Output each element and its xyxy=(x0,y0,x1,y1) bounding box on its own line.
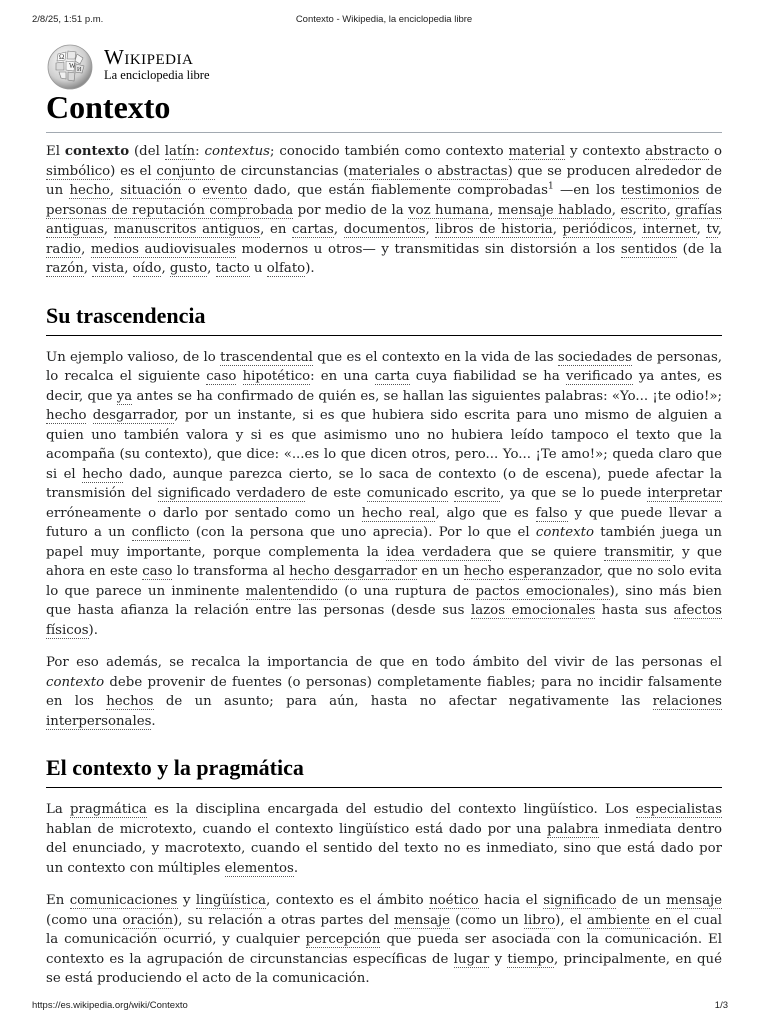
wiki-link[interactable]: hecho xyxy=(46,408,87,423)
wiki-link[interactable]: tv xyxy=(706,222,718,237)
wiki-link[interactable]: mensaje hablado xyxy=(497,202,612,218)
article-content xyxy=(46,88,722,1002)
wiki-link[interactable]: verificado xyxy=(565,369,633,384)
intro-paragraph: El contexto (del latín: contextus; conocido también como contexto material y contexto abstracto o simbólico) es el conjunto de circunstancias (materiales o abstractas) que se producen alrededor de un hecho, situación o evento dado, que están fiablemente comprobadas$^1$ —en los testimonios de personas de reputación comprobada por medio de la voz humana, mensaje hablado, escrito, grafías antiguas, manuscritos antiguos, en cartas, documentos, libros de historia, periódicos, internet, tv, radio, medios audiovisuales modernos u otros— y transmitidas sin distorsión a los sentidos (de la razón, vista, oído, gusto, tacto u olfato). xyxy=(46,144,723,276)
wiki-link[interactable]: evento xyxy=(202,183,248,198)
print-page-count: 1/3 xyxy=(714,1000,728,1011)
wiki-link[interactable]: vista xyxy=(92,261,125,276)
wiki-link[interactable]: gusto xyxy=(169,261,208,276)
wiki-link[interactable]: caso xyxy=(142,564,173,579)
wiki-link[interactable]: documentos xyxy=(343,222,426,237)
wikipedia-wordmark: Wikipedia xyxy=(104,45,194,69)
svg-text:W: W xyxy=(69,62,76,70)
print-header xyxy=(32,14,736,28)
wiki-link[interactable]: lugar xyxy=(453,951,490,967)
wiki-link[interactable]: grafías antiguas xyxy=(46,202,722,237)
wiki-link[interactable]: tiempo xyxy=(507,951,554,967)
wiki-link[interactable]: lingüística xyxy=(195,893,267,908)
wiki-link[interactable]: relaciones interpersonales xyxy=(46,694,723,729)
bold-term: contexto xyxy=(64,144,130,159)
italic-term: contexto xyxy=(46,674,105,690)
wiki-link[interactable]: percepción xyxy=(305,932,381,947)
svg-text:Ω: Ω xyxy=(59,53,65,61)
wikipedia-logo[interactable] xyxy=(44,42,344,90)
wiki-link[interactable]: manuscritos antiguos xyxy=(113,222,261,237)
wiki-link[interactable]: carta xyxy=(374,369,410,384)
wiki-link[interactable]: oído xyxy=(132,261,162,276)
paragraph: La pragmática es la disciplina encargada del estudio del contexto lingüístico. Los especialistas hablan de microtexto, cuando el contexto lingüístico está dado por una palabra inmediata dentro del enunciado, y macrotexto, cuando el sentido del texto no es inmediato, sino que está dado por un contexto con múltiples elementos. xyxy=(46,802,723,876)
wiki-link[interactable]: idea verdadera xyxy=(386,544,492,560)
svg-text:И: И xyxy=(77,67,82,73)
wiki-link[interactable]: internet xyxy=(642,222,697,237)
wiki-link[interactable]: materiales xyxy=(348,163,420,179)
wiki-link[interactable]: comunicaciones xyxy=(69,893,178,908)
wiki-link[interactable]: latín xyxy=(164,144,196,159)
wiki-link[interactable]: noético xyxy=(429,893,479,908)
wiki-link[interactable]: hipotético xyxy=(242,369,311,384)
section-heading-su-trascendencia: Su trascendencia xyxy=(46,303,722,336)
section-heading-pragmatica: El contexto y la pragmática xyxy=(46,755,722,788)
page-title: Contexto xyxy=(46,88,722,133)
wiki-link[interactable]: lazos emocionales xyxy=(471,603,596,618)
wiki-link[interactable]: especialistas xyxy=(635,802,723,817)
wiki-link[interactable]: oración xyxy=(122,912,174,928)
wiki-link[interactable]: comunicado xyxy=(366,486,449,501)
wiki-link[interactable]: afectos físicos xyxy=(46,603,722,638)
wiki-link[interactable]: mensaje xyxy=(394,912,451,928)
wiki-link[interactable]: interpretar xyxy=(647,486,723,501)
wiki-link[interactable]: simbólico xyxy=(46,163,111,179)
wiki-link[interactable]: abstracto xyxy=(645,144,710,159)
wiki-link[interactable]: elementos xyxy=(224,860,294,876)
wiki-link[interactable]: sentidos xyxy=(620,241,678,257)
wiki-link[interactable]: sociedades xyxy=(557,349,632,365)
wiki-link[interactable]: material xyxy=(508,144,566,159)
wiki-link[interactable]: cartas xyxy=(292,222,334,237)
wiki-link[interactable]: pactos emocionales xyxy=(475,583,610,599)
wiki-link[interactable]: conjunto xyxy=(156,163,215,179)
wiki-link[interactable]: significado verdadero xyxy=(157,486,306,501)
wiki-link[interactable]: malentendido xyxy=(245,583,338,599)
print-url: https://es.wikipedia.org/wiki/Contexto xyxy=(32,1000,188,1011)
wiki-link[interactable]: escrito xyxy=(453,486,501,501)
wiki-link[interactable]: hecho desgarrador xyxy=(289,564,418,579)
wiki-link[interactable]: trascendental xyxy=(220,349,313,365)
wiki-link[interactable]: hecho xyxy=(69,183,110,198)
wiki-link[interactable]: transmitir xyxy=(604,544,671,560)
wiki-link[interactable]: razón xyxy=(46,261,84,276)
wiki-link[interactable]: hecho xyxy=(463,564,505,579)
print-page-title: Contexto - Wikipedia, la enciclopedia libre xyxy=(295,14,473,25)
wikipedia-globe-icon xyxy=(44,42,96,90)
paragraph: Por eso además, se recalca la importancia de que en todo ámbito del vivir de las personas el contexto debe provenir de fuentes (o personas) completamente fiables; para no incidir falsamente en los hechos de un asunto; para aún, hasta no afectar negativamente las relaciones interpersonales. xyxy=(46,655,723,729)
italic-term: contextus xyxy=(204,144,270,159)
print-footer xyxy=(32,1000,736,1014)
wiki-link[interactable]: ya xyxy=(116,388,133,404)
italic-term: contexto xyxy=(535,525,594,540)
reference-link[interactable]: 1 xyxy=(547,181,554,192)
wiki-link[interactable]: esperanzador xyxy=(508,564,599,579)
wiki-link[interactable]: periódicos xyxy=(562,222,633,237)
wiki-link[interactable]: medios audiovisuales xyxy=(90,241,236,257)
wiki-link[interactable]: falso xyxy=(535,505,568,521)
wiki-link[interactable]: hecho xyxy=(82,466,123,482)
wiki-link[interactable]: olfato xyxy=(266,261,306,276)
wiki-link[interactable]: abstractas xyxy=(437,163,508,179)
wiki-link[interactable]: tacto xyxy=(215,261,250,276)
wiki-link[interactable]: radio xyxy=(46,241,82,257)
wiki-link[interactable]: palabra xyxy=(547,821,599,837)
wiki-link[interactable]: pragmática xyxy=(70,802,147,817)
wiki-link[interactable]: escrito xyxy=(620,202,667,218)
wiki-link[interactable]: caso xyxy=(206,369,237,384)
wiki-link[interactable]: voz humana xyxy=(408,202,490,218)
paragraph: Un ejemplo valioso, de lo trascendental que es el contexto en la vida de las sociedades de personas, lo recalca el siguiente caso hipotético: en una carta cuya fiabilidad se ha verificado ya antes, es decir, que ya antes se ha confirmado de quién es, se hallan las siguientes palabras: «Yo... ¡te odio!»; hecho desgarrador, por un instante, si es que hubiera sido escrita para uno mismo de alguien a quien uno también valora y si es que asimismo uno no hubiera leído tampoco el texto que la acompaña (su contexto), que dice: «...es lo que dicen otros, pero... Yo... ¡Te amo!»; queda claro que si el hecho dado, aunque parezca cierto, se lo saca de contexto (o de escena), puede afectar la transmisión del significado verdadero de este comunicado escrito, ya que se lo puede interpretar erróneamente o darlo por sentado como un hecho real, algo que es falso y que puede llevar a futuro a un conflicto (con la persona que uno aprecia). Por lo que el contexto también juega un papel muy importante, porque complementa la idea verdadera que se quiere transmitir, y que ahora en este caso lo transforma al hecho desgarrador en un hecho esperanzador, que no solo evita lo que parece un inminente malentendido (o una ruptura de pactos emocionales), sino más bien que hasta afianza la relación entre las personas (desde sus lazos emocionales hasta sus afectos físicos). xyxy=(46,349,723,638)
wiki-link[interactable]: significado xyxy=(543,893,617,908)
wiki-link[interactable]: situación xyxy=(120,183,182,198)
wiki-link[interactable]: mensaje xyxy=(666,893,722,908)
wiki-link[interactable]: personas de reputación comprobada xyxy=(46,202,294,218)
wikipedia-tagline: La enciclopedia libre xyxy=(104,68,210,82)
wiki-link[interactable]: hechos xyxy=(106,694,154,709)
wiki-link[interactable]: ambiente xyxy=(586,912,650,928)
wiki-link[interactable]: testimonios xyxy=(621,183,700,198)
wiki-link[interactable]: libros de historia xyxy=(435,222,553,237)
wiki-link[interactable]: libro xyxy=(523,912,556,928)
wiki-link[interactable]: desgarrador xyxy=(92,408,175,423)
wiki-link[interactable]: hecho real xyxy=(361,505,436,521)
wiki-link[interactable]: conflicto xyxy=(131,525,190,540)
print-datetime: 2/8/25, 1:51 p.m. xyxy=(32,14,104,25)
paragraph: En comunicaciones y lingüística, contexto es el ámbito noético hacia el significado de un mensaje (como una oración), su relación a otras partes del mensaje (como un libro), el ambiente en el cual la comunicación ocurrió, y cualquier percepción que pueda ser asociada con la comunicación. El contexto es la agrupación de circunstancias específicas de lugar y tiempo, principalmente, en qué se está produciendo el acto de la comunicación. xyxy=(46,893,722,986)
